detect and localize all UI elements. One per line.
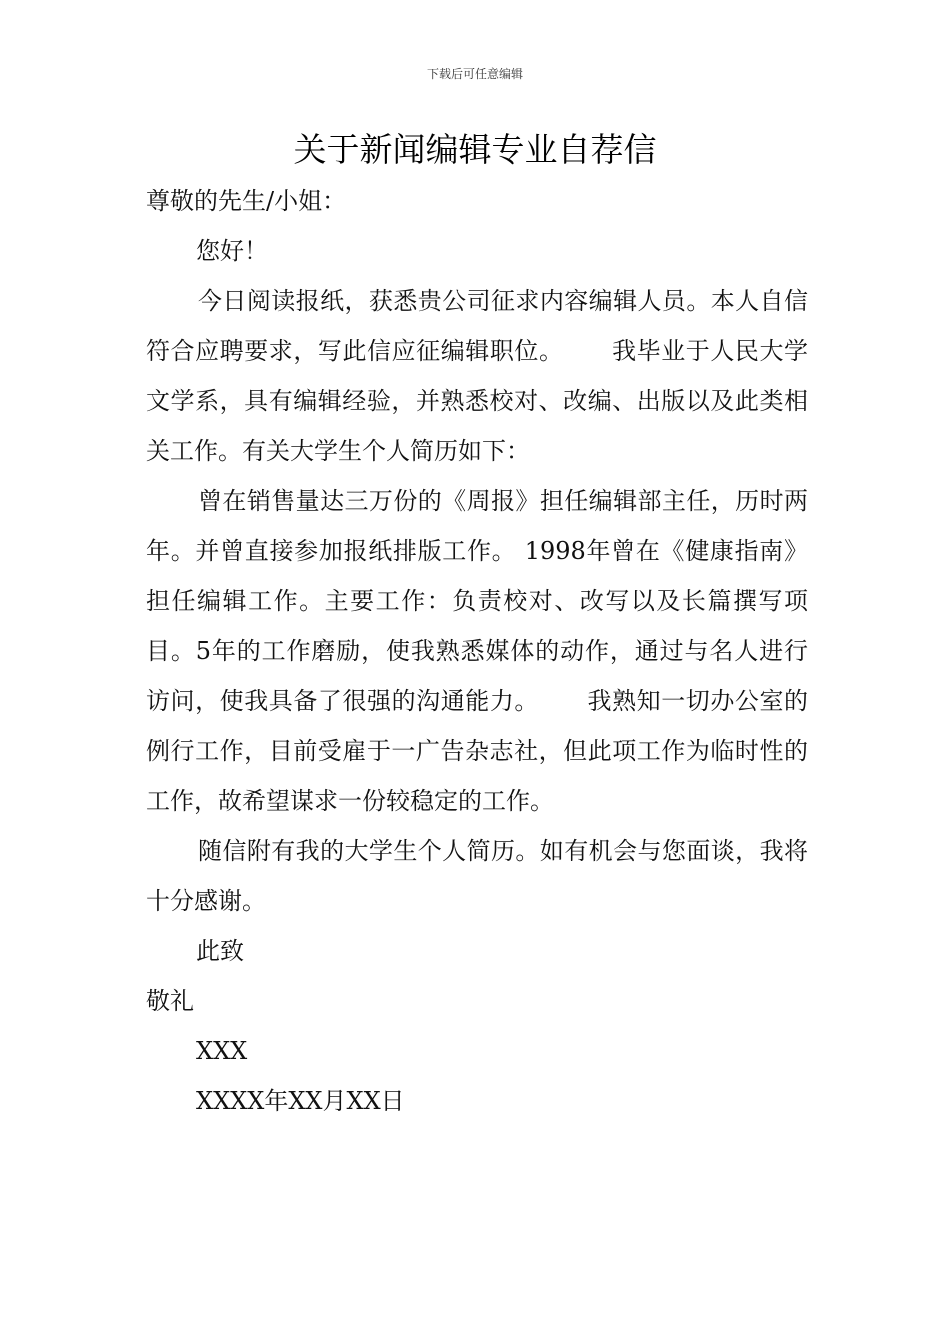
paragraph-experience-part2: 我熟知一切办公室的例行工作，目前受雇于一广告杂志社，但此项工作为临时性的工作，故希望谋求一份较稳定的工作。 — [146, 687, 809, 815]
letter-body — [146, 176, 808, 1126]
document-title: 关于新闻编辑专业自荐信 — [293, 130, 657, 169]
salutation: 尊敬的先生/小姐： — [146, 187, 347, 215]
paragraph-closing: 随信附有我的大学生个人简历。如有机会与您面谈，我将十分感谢。 — [146, 837, 808, 915]
date: XXXX年XX月XX日 — [196, 1087, 405, 1115]
paragraph-application-part2: 我毕业于人民大学文学系，具有编辑经验，并熟悉校对、改编、出版以及此类相关工作。有关大学生个人简历如下： — [146, 337, 809, 465]
paragraph-application-part1: 今日阅读报纸，获悉贵公司征求内容编辑人员。本人自信符合应聘要求，写此信应征编辑职位。 — [146, 287, 808, 365]
closing-phrase: 此致 — [196, 937, 244, 965]
signature: XXX — [196, 1037, 248, 1065]
greeting: 您好！ — [196, 237, 268, 265]
paragraph-application — [146, 276, 808, 476]
closing-regards: 敬礼 — [146, 987, 194, 1015]
header-note: 下载后可任意编辑 — [426, 67, 523, 81]
paragraph-experience-part1: 曾在销售量达三万份的《周报》担任编辑部主任，历时两年。并曾直接参加报纸排版工作。 1998年曾在《健康指南》担任编辑工作。主要工作：负责校对、改写以及长篇撰写项目。5年的工作磨励，使我熟悉媒体的动作，通过与名人进行访问，使我具备了很强的沟通能力。 — [146, 487, 808, 715]
paragraph-experience — [146, 476, 808, 826]
